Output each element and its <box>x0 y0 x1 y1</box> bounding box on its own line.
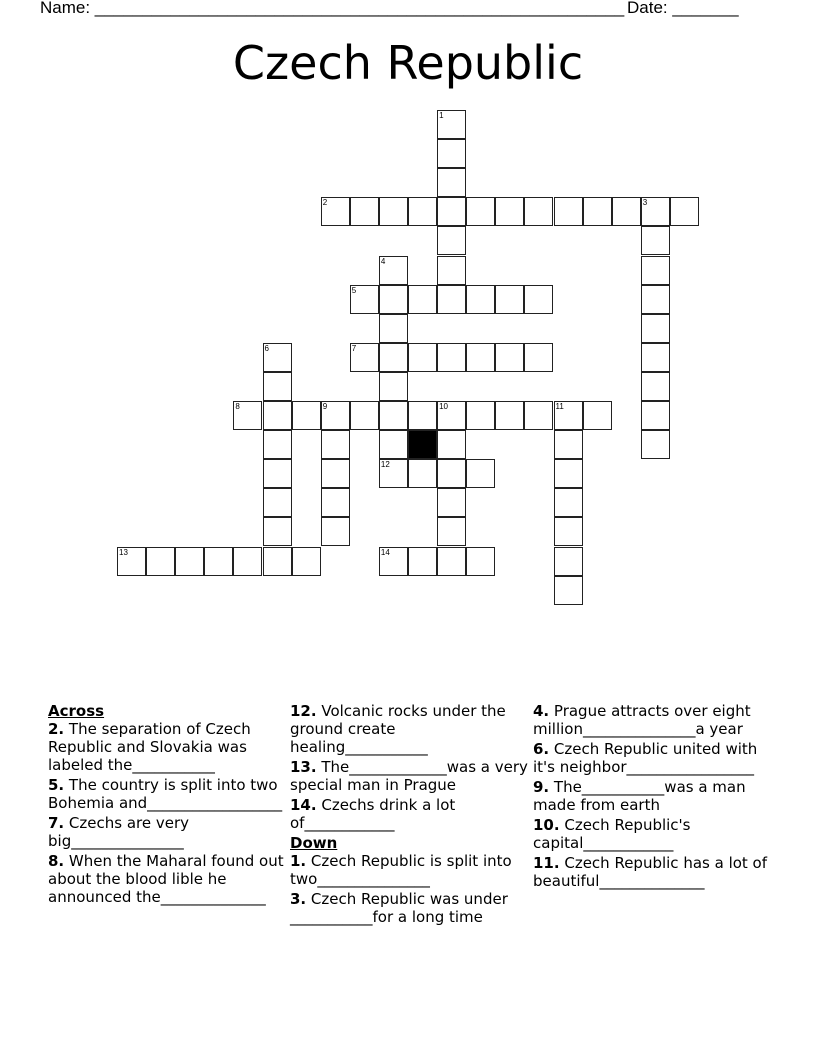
grid-cell[interactable] <box>437 547 466 576</box>
clue-text: The country is split into two Bohemia and__________________ <box>48 776 283 812</box>
grid-cell[interactable] <box>437 226 466 255</box>
grid-cell[interactable] <box>437 343 466 372</box>
clue-down-1 <box>290 852 528 888</box>
cell-number: 13 <box>119 547 128 557</box>
cell-number: 3 <box>642 198 648 208</box>
clue-number: 1. <box>290 852 307 870</box>
grid-cell[interactable] <box>554 576 583 605</box>
clue-text: When the Maharal found out about the blood lible he announced the______________ <box>48 852 284 906</box>
grid-cell[interactable] <box>292 401 321 430</box>
grid-cell[interactable] <box>583 401 612 430</box>
cell-number: 9 <box>322 402 328 411</box>
grid-cell[interactable] <box>437 168 466 197</box>
grid-cell[interactable] <box>524 343 553 372</box>
cell-number: 12 <box>380 460 390 470</box>
grid-cell[interactable] <box>408 401 437 430</box>
grid-cell[interactable] <box>379 256 408 285</box>
clue-text: Czech Republic is split into two_______________ <box>290 852 512 888</box>
grid-cell[interactable] <box>408 547 437 576</box>
grid-cell[interactable] <box>379 401 408 430</box>
grid-cell[interactable] <box>670 197 699 226</box>
clue-number: 10. <box>533 816 560 834</box>
page-title: Czech Republic <box>232 36 584 90</box>
grid-cell[interactable] <box>554 401 583 430</box>
cell-number: 7 <box>351 343 357 353</box>
clue-number: 5. <box>48 776 65 794</box>
down-heading: Down <box>290 834 338 852</box>
clue-text: Czechs drink a lot of____________ <box>290 796 456 832</box>
grid-cell[interactable] <box>583 197 612 226</box>
grid-cell[interactable] <box>408 285 437 314</box>
clues-column-1 <box>48 702 286 908</box>
cell-number: 14 <box>380 547 390 557</box>
clue-number: 2. <box>48 720 65 738</box>
clue-across-7 <box>48 814 286 850</box>
grid-cell[interactable] <box>204 547 233 576</box>
grid-cell[interactable] <box>554 488 583 517</box>
grid-cell[interactable] <box>466 459 495 488</box>
crossword-grid <box>117 110 707 610</box>
clue-text: Czech Republic was under ___________for a long time <box>290 890 508 926</box>
clue-text: Czech Republic has a lot of beautiful______________ <box>533 854 768 890</box>
grid-cell[interactable] <box>408 197 437 226</box>
grid-cell[interactable] <box>437 110 466 139</box>
grid-cell[interactable] <box>379 285 408 314</box>
clue-number: 8. <box>48 852 65 870</box>
grid-cell[interactable] <box>466 197 495 226</box>
clue-down-6 <box>533 740 771 776</box>
grid-cell[interactable] <box>641 314 670 343</box>
clue-number: 13. <box>290 758 317 776</box>
grid-cell[interactable] <box>321 459 350 488</box>
clue-number: 9. <box>533 778 550 796</box>
clue-number: 14. <box>290 796 317 814</box>
clue-text: Prague attracts over eight million_______________a year <box>533 702 751 738</box>
date-field[interactable]: Date: _______ <box>627 0 739 17</box>
grid-cell[interactable] <box>321 197 350 226</box>
clue-text: Czech Republic's capital____________ <box>533 816 691 852</box>
grid-cell[interactable] <box>379 343 408 372</box>
grid-cell[interactable] <box>321 430 350 459</box>
grid-cell[interactable] <box>524 197 553 226</box>
clue-across-12 <box>290 702 528 756</box>
grid-cell[interactable] <box>350 285 379 314</box>
grid-cell[interactable] <box>379 459 408 488</box>
clue-across-5 <box>48 776 286 812</box>
grid-cell[interactable] <box>524 285 553 314</box>
grid-cell[interactable] <box>379 430 408 459</box>
grid-cell[interactable] <box>641 372 670 401</box>
black-cell <box>408 430 437 459</box>
grid-cell[interactable] <box>554 547 583 576</box>
grid-cell[interactable] <box>437 430 466 459</box>
clue-text: Czech Republic united with it's neighbor_________________ <box>533 740 758 776</box>
clue-number: 4. <box>533 702 550 720</box>
grid-cell[interactable] <box>263 488 292 517</box>
grid-cell[interactable] <box>466 401 495 430</box>
grid-cell[interactable] <box>495 401 524 430</box>
across-heading: Across <box>48 702 105 720</box>
grid-cell[interactable] <box>117 547 146 576</box>
grid-cell[interactable] <box>263 430 292 459</box>
grid-cell[interactable] <box>233 401 262 430</box>
grid-cell[interactable] <box>408 459 437 488</box>
clue-down-11 <box>533 854 771 890</box>
grid-cell[interactable] <box>641 226 670 255</box>
clues-column-2 <box>290 702 528 928</box>
grid-cell[interactable] <box>641 285 670 314</box>
grid-cell[interactable] <box>437 401 466 430</box>
clue-down-10 <box>533 816 771 852</box>
grid-cell[interactable] <box>466 343 495 372</box>
name-field[interactable]: Name: ________________________________________________________ <box>40 0 625 17</box>
grid-cell[interactable] <box>641 430 670 459</box>
grid-cell[interactable] <box>321 488 350 517</box>
grid-cell[interactable] <box>263 517 292 546</box>
clue-text: The separation of Czech Republic and Slovakia was labeled the___________ <box>48 720 251 774</box>
cell-number: 10 <box>439 402 448 411</box>
grid-cell[interactable] <box>175 547 204 576</box>
grid-cell[interactable] <box>321 517 350 546</box>
grid-cell[interactable] <box>379 197 408 226</box>
grid-cell[interactable] <box>641 401 670 430</box>
clue-down-9 <box>533 778 771 814</box>
grid-cell[interactable] <box>554 430 583 459</box>
cell-number: 5 <box>351 285 357 295</box>
grid-cell[interactable] <box>379 547 408 576</box>
grid-cell[interactable] <box>554 197 583 226</box>
grid-cell[interactable] <box>641 197 670 226</box>
grid-cell[interactable] <box>350 343 379 372</box>
grid-cell[interactable] <box>437 459 466 488</box>
cell-number: 11 <box>555 402 564 411</box>
grid-cell[interactable] <box>292 547 321 576</box>
clue-down-4 <box>533 702 771 738</box>
grid-cell[interactable] <box>350 197 379 226</box>
grid-cell[interactable] <box>379 314 408 343</box>
grid-cell[interactable] <box>263 547 292 576</box>
clue-across-8 <box>48 852 286 906</box>
grid-cell[interactable] <box>437 197 466 226</box>
clue-across-14 <box>290 796 528 832</box>
clue-number: 12. <box>290 702 317 720</box>
clue-text: The_____________was a very special man in Prague <box>290 758 528 794</box>
grid-cell[interactable] <box>524 401 553 430</box>
grid-cell[interactable] <box>321 401 350 430</box>
cell-number: 6 <box>264 343 269 353</box>
grid-cell[interactable] <box>379 372 408 401</box>
grid-cell[interactable] <box>233 547 262 576</box>
grid-cell[interactable] <box>263 401 292 430</box>
clue-number: 7. <box>48 814 65 832</box>
grid-cell[interactable] <box>612 197 641 226</box>
grid-cell[interactable] <box>146 547 175 576</box>
clue-across-13 <box>290 758 528 794</box>
clue-number: 3. <box>290 890 307 908</box>
grid-cell[interactable] <box>350 401 379 430</box>
grid-cell[interactable] <box>437 139 466 168</box>
grid-cell[interactable] <box>554 517 583 546</box>
grid-cell[interactable] <box>437 285 466 314</box>
grid-cell[interactable] <box>554 459 583 488</box>
clue-text: The___________was a man made from earth <box>533 778 746 814</box>
grid-cell[interactable] <box>641 256 670 285</box>
clue-text: Volcanic rocks under the ground create healing___________ <box>290 702 506 756</box>
grid-cell[interactable] <box>495 197 524 226</box>
grid-cell[interactable] <box>408 343 437 372</box>
grid-cell[interactable] <box>263 459 292 488</box>
grid-cell[interactable] <box>263 343 292 372</box>
clue-across-2 <box>48 720 286 774</box>
grid-cell[interactable] <box>466 285 495 314</box>
cell-number: 4 <box>380 256 386 266</box>
grid-cell[interactable] <box>641 343 670 372</box>
clue-down-3 <box>290 890 528 926</box>
grid-cell[interactable] <box>495 343 524 372</box>
clue-number: 6. <box>533 740 550 758</box>
cell-number: 2 <box>322 198 328 208</box>
clues-column-3 <box>533 702 771 892</box>
clue-text: Czechs are very big_______________ <box>48 814 189 850</box>
grid-cell[interactable] <box>437 517 466 546</box>
grid-cell[interactable] <box>495 285 524 314</box>
grid-cell[interactable] <box>437 488 466 517</box>
cell-number: 8 <box>235 402 240 411</box>
cell-number: 1 <box>439 111 444 120</box>
grid-cell[interactable] <box>437 256 466 285</box>
clue-number: 11. <box>533 854 560 872</box>
grid-cell[interactable] <box>263 372 292 401</box>
grid-cell[interactable] <box>466 547 495 576</box>
